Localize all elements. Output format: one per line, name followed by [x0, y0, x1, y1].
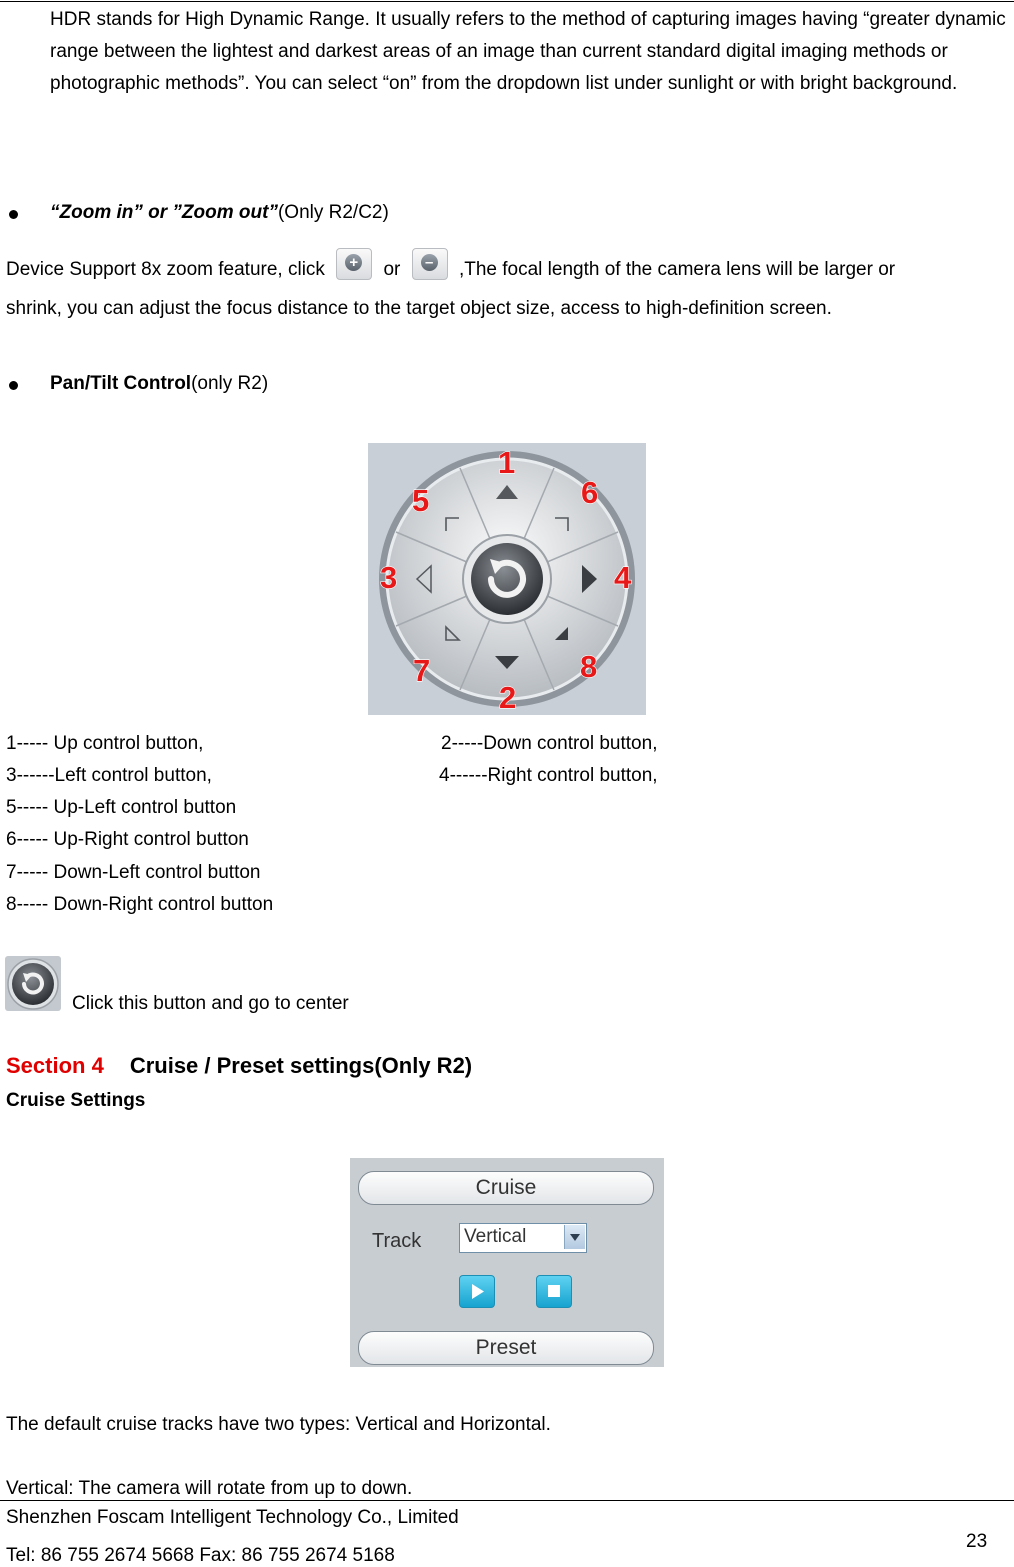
track-select-value: Vertical — [464, 1226, 527, 1247]
ptz-label-8: 8 — [580, 649, 598, 684]
ptz-label-4: 4 — [614, 560, 632, 595]
section-number: Section 4 — [6, 1053, 104, 1078]
top-rule — [0, 1, 1014, 2]
track-label: Track — [372, 1230, 422, 1252]
play-button[interactable] — [459, 1275, 495, 1308]
track-select[interactable] — [459, 1223, 587, 1253]
legend-7: 7----- Down-Left control button — [6, 862, 261, 883]
zoom-line-2: shrink, you can adjust the focus distance to the target object size, access to high-definition screen. — [6, 298, 832, 319]
section-title: Cruise / Preset settings(Only R2) — [129, 1053, 473, 1078]
footer-contact: Tel: 86 755 2674 5668 Fax: 86 755 2674 5168 — [6, 1545, 395, 1566]
zoom-line1-pre: Device Support 8x zoom feature, click — [6, 259, 325, 281]
zoom-line1-mid: or — [383, 259, 401, 281]
preset-button[interactable]: Preset — [358, 1331, 654, 1365]
zoom-out-icon — [412, 248, 448, 280]
go-to-center-icon — [5, 956, 61, 1011]
center-button[interactable] — [471, 543, 543, 615]
zoom-in-glyph: + — [345, 254, 362, 271]
zoom-line-1 — [6, 254, 895, 286]
legend-4: 4------Right control button, — [439, 765, 658, 786]
stop-button[interactable] — [536, 1275, 572, 1308]
center-button-text: Click this button and go to center — [72, 993, 349, 1014]
legend-2: 2-----Down control button, — [441, 733, 658, 754]
ptz-label-2: 2 — [499, 680, 517, 715]
bullet-zoom — [9, 210, 18, 219]
bullet-pantilt — [9, 381, 18, 390]
hdr-paragraph: HDR stands for High Dynamic Range. It usually refers to the method of capturing images having “greater dynamic range between the lightest and darkest areas of an image than current standard digital imaging methods or photographic methods”. You can select “on” from the dropdown list under sunlight or with bright background. — [50, 9, 1006, 94]
footer-rule — [0, 1500, 1014, 1501]
zoom-in-icon — [336, 248, 372, 280]
zoom-out-glyph: – — [421, 254, 438, 271]
pantilt-heading — [50, 373, 268, 395]
cruise-types-text: The default cruise tracks have two types: Vertical and Horizontal. — [6, 1414, 551, 1435]
cruise-button[interactable]: Cruise — [358, 1171, 654, 1205]
center-icon-svg — [5, 956, 61, 1011]
zoom-line1-post: ,The focal length of the camera lens will be larger or — [458, 259, 896, 281]
legend-8: 8----- Down-Right control button — [6, 894, 274, 915]
ptz-label-7: 7 — [413, 653, 431, 688]
zoom-heading-bold: “Zoom in” or ”Zoom out” — [50, 202, 278, 223]
legend-3: 3------Left control button, — [6, 765, 212, 786]
legend-1: 1----- Up control button, — [6, 733, 204, 754]
vertical-text: Vertical: The camera will rotate from up to down. — [6, 1478, 413, 1499]
ptz-label-5: 5 — [412, 483, 430, 518]
pantilt-heading-bold: Pan/Tilt Control — [50, 373, 192, 394]
section-heading — [6, 1053, 472, 1079]
stop-icon — [537, 1276, 571, 1307]
ptz-label-1: 1 — [498, 445, 516, 480]
pantilt-heading-note: (only R2) — [191, 373, 269, 394]
legend-5: 5----- Up-Left control button — [6, 797, 237, 818]
chevron-down-icon[interactable] — [564, 1225, 585, 1249]
zoom-heading-note: (Only R2/C2) — [277, 202, 389, 223]
footer-company: Shenzhen Foscam Intelligent Technology Co., Limited — [6, 1507, 459, 1528]
ptz-label-6: 6 — [581, 475, 599, 510]
ptz-control-image — [368, 443, 646, 715]
ptz-label-3: 3 — [380, 560, 398, 595]
legend-6: 6----- Up-Right control button — [6, 829, 249, 850]
ptz-svg — [368, 443, 646, 715]
zoom-heading — [50, 202, 389, 224]
page-number: 23 — [966, 1531, 988, 1552]
play-icon — [460, 1276, 494, 1307]
cruise-settings-heading: Cruise Settings — [6, 1090, 146, 1111]
cruise-panel — [350, 1158, 664, 1367]
